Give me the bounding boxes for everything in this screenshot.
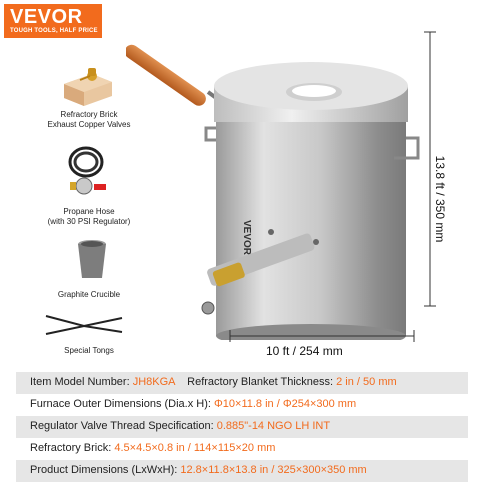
spec-row-refractory-brick: Refractory Brick: 4.5×4.5×0.8 in / 114×115×20 mm [30,442,276,454]
spec-row-product-dimensions: Product Dimensions (LxWxH): 12.8×11.8×13.8 in / 325×300×350 mm [16,460,468,482]
propane-hose-image [64,140,110,198]
special-tongs-image [44,312,124,338]
vevor-logo [4,4,102,38]
accessory-label-brick: Refractory Brick Exhaust Copper Valves [47,110,131,129]
graphite-crucible-image [74,236,110,282]
width-dimension-label: 10 ft / 254 mm [266,344,343,358]
body-brand-label: VEVOR [241,220,252,256]
spec-row-regulator-thread: Regulator Valve Thread Specification: 0.885"-14 NGO LH INT [16,416,468,438]
height-dimension-label: 13.8 ft / 350 mm [433,155,447,243]
accessory-label-tongs: Special Tongs [64,346,114,355]
width-dimension-line [228,326,418,346]
logo-tagline: TOUGH TOOLS, HALF PRICE [10,28,98,34]
refractory-brick-image [62,66,114,108]
spec-table [16,372,468,484]
furnace-image [126,20,426,340]
accessory-label-crucible: Graphite Crucible [57,290,121,299]
spec-row-outer-dimensions: Furnace Outer Dimensions (Dia.x H): Φ10×11.8 in / Φ254×300 mm [30,398,357,410]
accessory-label-hose: Propane Hose (with 30 PSI Regulator) [47,207,131,226]
spec-row-model: Item Model Number: JH8KGA Refractory Blanket Thickness: 2 in / 50 mm [16,372,468,394]
logo-brand: VEVOR [10,6,83,28]
